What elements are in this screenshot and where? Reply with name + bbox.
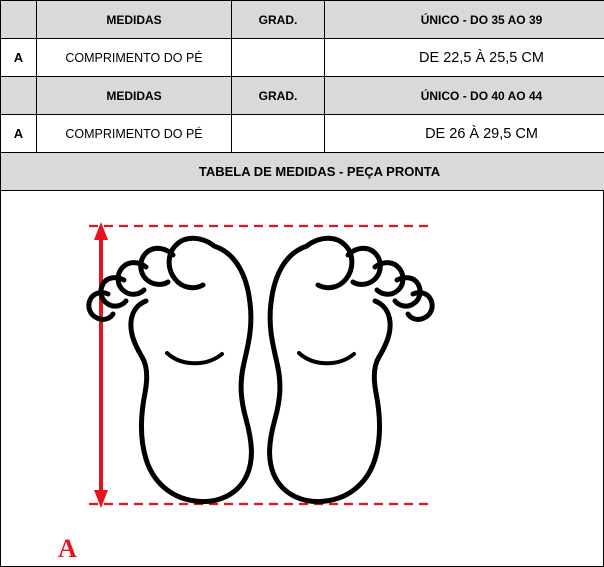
table-row (1, 115, 604, 153)
row-letter-cell: A (1, 39, 37, 77)
table-header-row (1, 77, 604, 115)
measure-arrow-head-bottom (94, 490, 108, 508)
row-grad-cell (232, 39, 325, 77)
measure-arrow-head-top (94, 222, 108, 240)
table-banner-row (1, 153, 604, 191)
banner-label: TABELA DE MEDIDAS - PEÇA PRONTA (1, 153, 604, 191)
table-row (1, 39, 604, 77)
header-unico-cell: ÚNICO - DO 35 AO 39 (325, 1, 604, 39)
row-medidas-cell: COMPRIMENTO DO PÉ (37, 39, 232, 77)
header-medidas-cell: MEDIDAS (37, 77, 232, 115)
row-unico-cell: DE 22,5 À 25,5 CM (325, 39, 604, 77)
header-grad-cell: GRAD. (232, 77, 325, 115)
measurements-table (0, 0, 604, 191)
feet-diagram-icon (1, 191, 603, 565)
row-letter-cell: A (1, 115, 37, 153)
right-foot-outline (270, 238, 433, 501)
table-header-row (1, 1, 604, 39)
feet-figure (0, 191, 604, 567)
left-foot-outline (89, 238, 252, 501)
header-letter-cell (1, 1, 37, 39)
row-medidas-cell: COMPRIMENTO DO PÉ (37, 115, 232, 153)
header-letter-cell (1, 77, 37, 115)
row-grad-cell (232, 115, 325, 153)
header-medidas-cell: MEDIDAS (37, 1, 232, 39)
header-unico-cell: ÚNICO - DO 40 AO 44 (325, 77, 604, 115)
measure-label-a: A (58, 536, 77, 562)
header-grad-cell: GRAD. (232, 1, 325, 39)
row-unico-cell: DE 26 À 29,5 CM (325, 115, 604, 153)
